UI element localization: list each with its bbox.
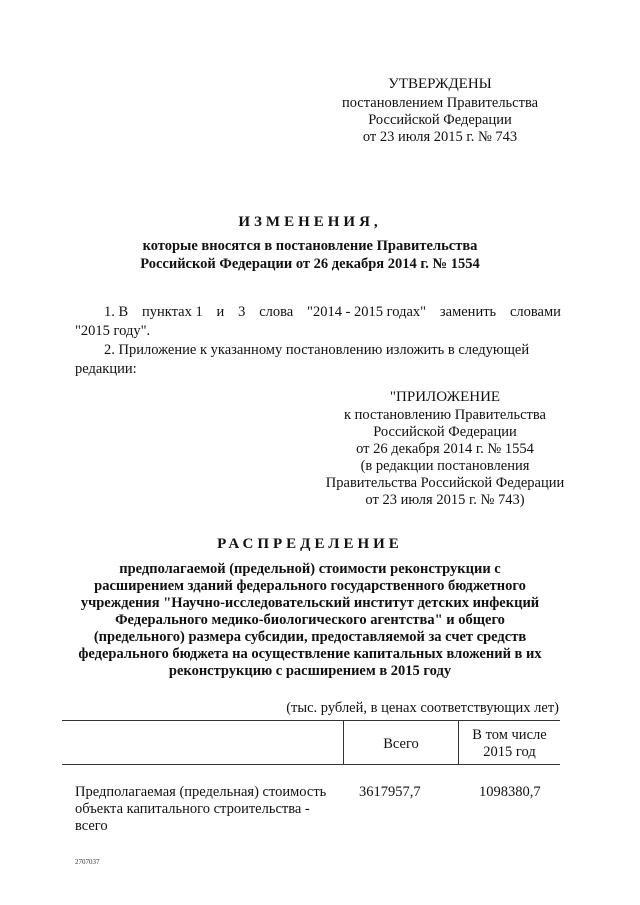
paragraph-1-continuation: "2015 году". bbox=[75, 323, 151, 339]
table-row-label-2: объекта капитального строительства - bbox=[75, 801, 310, 817]
document-code: 2707037 bbox=[75, 858, 100, 866]
approval-line-2: Российской Федерации bbox=[368, 112, 512, 128]
table-row-label-3: всего bbox=[75, 818, 108, 834]
p1-word: словами bbox=[509, 304, 561, 320]
approval-line-3: от 23 июля 2015 г. № 743 bbox=[362, 129, 518, 145]
distribution-line-3: учреждения "Научно-исследовательский институт детских инфекций bbox=[80, 595, 540, 611]
table-row-total: 3617957,7 bbox=[359, 784, 421, 800]
appendix-line-3: от 26 декабря 2014 г. № 1554 bbox=[356, 441, 534, 457]
table-header-rule bbox=[62, 764, 560, 765]
appendix-line-2: Российской Федерации bbox=[373, 424, 517, 440]
appendix-line-4: (в редакции постановления bbox=[360, 458, 530, 474]
table-header-year: 2015 год bbox=[483, 744, 536, 760]
p1-word: слова bbox=[259, 304, 294, 320]
p1-word: заменить bbox=[439, 304, 497, 320]
distribution-title: РАСПРЕДЕЛЕНИЕ bbox=[217, 536, 403, 552]
distribution-line-1: предполагаемой (предельной) стоимости реконструкции с bbox=[119, 561, 501, 577]
p1-word: "2014 - 2015 годах" bbox=[307, 304, 427, 320]
table-row-2015: 1098380,7 bbox=[479, 784, 541, 800]
approval-line-1: постановлением Правительства bbox=[341, 95, 539, 111]
table-units: (тыс. рублей, в ценах соответствующих лет) bbox=[286, 700, 559, 716]
distribution-line-5: (предельного) размера субсидии, предоставляемой за счет средств bbox=[93, 629, 527, 645]
changes-subtitle-2: Российской Федерации от 26 декабря 2014 г. № 1554 bbox=[140, 256, 480, 272]
p1-word: и bbox=[216, 304, 225, 320]
paragraph-2-continuation: редакции: bbox=[75, 361, 137, 377]
changes-title: ИЗМЕНЕНИЯ, bbox=[238, 214, 382, 230]
distribution-line-7: реконструкцию с расширением в 2015 году bbox=[168, 663, 452, 679]
table-row-label-1: Предполагаемая (предельная) стоимость bbox=[75, 784, 327, 800]
table-header-including: В том числе bbox=[472, 727, 547, 743]
paragraph-1 bbox=[104, 304, 561, 321]
distribution-line-6: федерального бюджета на осуществление капитальных вложений в их bbox=[78, 646, 542, 662]
appendix-line-6: от 23 июля 2015 г. № 743) bbox=[365, 492, 525, 508]
distribution-line-2: расширением зданий федерального государственного бюджетного bbox=[94, 578, 526, 594]
table-top-rule bbox=[62, 720, 560, 721]
approval-title: УТВЕРЖДЕНЫ bbox=[388, 76, 492, 92]
appendix-line-1: к постановлению Правительства bbox=[344, 407, 546, 423]
changes-subtitle-1: которые вносятся в постановление Правительства bbox=[142, 238, 478, 254]
distribution-line-4: Федерального медико-биологического агентства" и общего bbox=[115, 612, 505, 628]
paragraph-2: 2. Приложение к указанному постановлению изложить в следующей bbox=[104, 342, 530, 358]
appendix-line-5: Правительства Российской Федерации bbox=[325, 475, 565, 491]
table-header-total: Всего bbox=[383, 736, 419, 752]
appendix-title: "ПРИЛОЖЕНИЕ bbox=[389, 389, 501, 405]
p1-word: 3 bbox=[238, 304, 246, 320]
p1-word: 1. В bbox=[104, 304, 129, 320]
p1-word: пунктах 1 bbox=[142, 304, 203, 320]
